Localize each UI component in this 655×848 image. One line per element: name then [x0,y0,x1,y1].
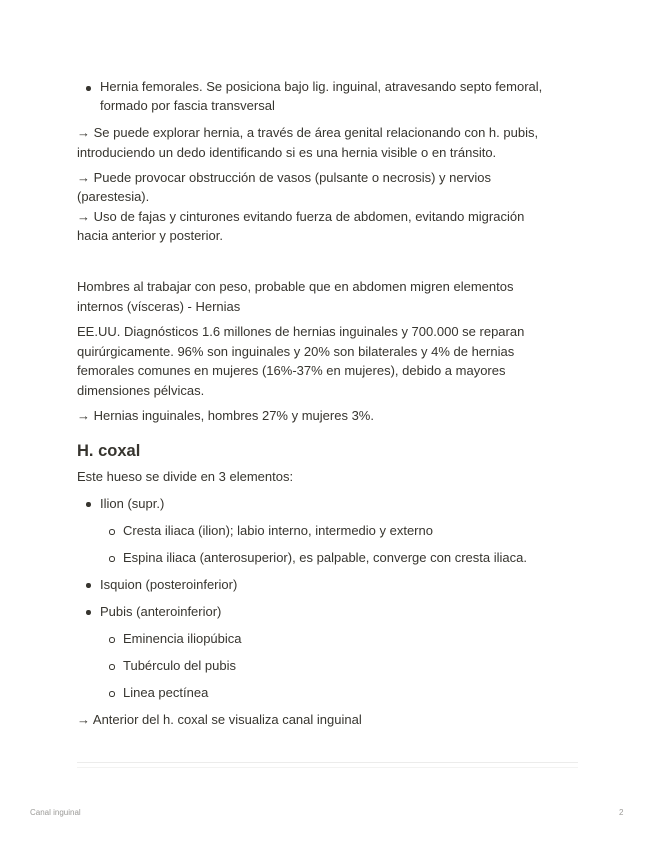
sub-bullet-circle [109,664,115,670]
stats-paragraph: → Hernias inguinales, hombres 27% y mujeres 3%. [77,408,374,423]
page-number: 2 [619,808,624,817]
obstruction-paragraph-line-1: → Puede provocar obstrucción de vasos (pulsante o necrosis) y nervios [77,170,492,185]
eeuu-paragraph-line-3: femorales comunes en mujeres (16%-37% en mujeres), debido a mayores [77,363,506,378]
footer-title: Canal inguinal [30,808,81,817]
hombres-paragraph-line-2: internos (vísceras) - Hernias [77,299,241,314]
list-item-eminencia: Eminencia iliopúbica [123,631,242,646]
list-item-linea-pectinea: Linea pectínea [123,685,209,700]
eeuu-paragraph-line-4: dimensiones pélvicas. [77,383,205,398]
fajas-paragraph-line-2: hacia anterior y posterior. [77,228,223,243]
list-item-tuberculo: Tubérculo del pubis [123,658,236,673]
sub-bullet-circle [109,691,115,697]
divider-line [77,762,578,763]
explore-paragraph-line-1: → Se puede explorar hernia, a través de área genital relacionando con h. pubis, [77,125,539,140]
bullet-dot [86,583,91,588]
list-item-espina-iliaca: Espina iliaca (anterosuperior), es palpable, converge con cresta iliaca. [123,550,527,565]
eeuu-paragraph-line-1: EE.UU. Diagnósticos 1.6 millones de hernias inguinales y 700.000 se reparan [77,324,525,339]
divider-line [77,767,578,768]
eeuu-paragraph-line-2: quirúrgicamente. 96% son inguinales y 20% son bilaterales y 4% de hernias [77,344,515,359]
sub-bullet-circle [109,529,115,535]
obstruction-paragraph-line-2: (parestesia). [77,189,150,204]
anterior-note: → Anterior del h. coxal se visualiza canal inguinal [77,712,362,727]
bullet-dot [86,610,91,615]
femoral-hernia-line-2: formado por fascia transversal [100,98,275,113]
list-item-ilion: Ilion (supr.) [100,496,165,511]
coxal-heading: H. coxal [77,442,141,460]
bullet-dot [86,502,91,507]
list-item-cresta-iliaca: Cresta iliaca (ilion); labio interno, intermedio y externo [123,523,433,538]
coxal-intro: Este hueso se divide en 3 elementos: [77,469,294,484]
list-item-pubis: Pubis (anteroinferior) [100,604,222,619]
femoral-hernia-line-1: Hernia femorales. Se posiciona bajo lig. inguinal, atravesando septo femoral, [100,79,543,94]
sub-bullet-circle [109,556,115,562]
hombres-paragraph-line-1: Hombres al trabajar con peso, probable que en abdomen migren elementos [77,279,514,294]
fajas-paragraph-line-1: → Uso de fajas y cinturones evitando fuerza de abdomen, evitando migración [77,209,525,224]
bullet-dot [86,86,91,91]
list-item-isquion: Isquion (posteroinferior) [100,577,238,592]
explore-paragraph-line-2: introduciendo un dedo identificando si es una hernia visible o en tránsito. [77,145,497,160]
sub-bullet-circle [109,637,115,643]
